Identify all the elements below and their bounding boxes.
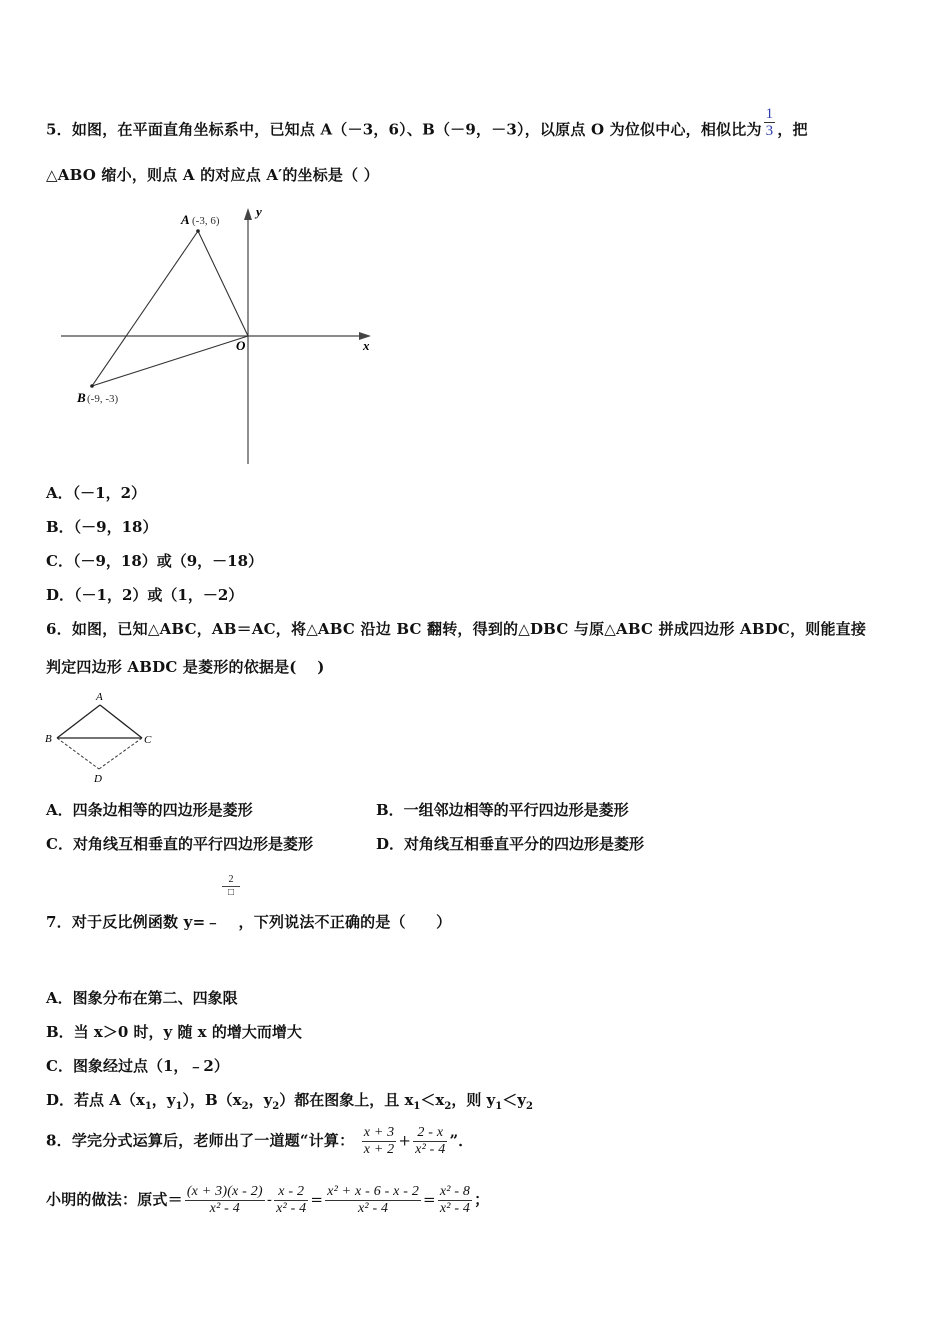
q5-stem-line2: △ABO 缩小，则点 A 的对应点 A′的坐标是（ ） (46, 166, 379, 184)
label-d: D (94, 773, 102, 785)
q8-w2-denominator: x² - 4 (276, 1201, 307, 1216)
q8-plus: + (398, 1131, 412, 1150)
segment-bo (92, 336, 248, 386)
q5-stem-line1 (46, 106, 808, 147)
q8-w3-denominator: x² - 4 (357, 1201, 389, 1216)
segment-cd (99, 738, 142, 769)
q8-work-fraction-4 (438, 1184, 472, 1217)
q8-work-fraction-3 (325, 1184, 421, 1217)
q7-option-c: C．图象经过点（1，﹣2） (46, 1057, 229, 1075)
q8-f1-numerator: x + 3 (363, 1125, 395, 1140)
q8-work-fraction-1 (185, 1184, 265, 1217)
q5-option-d: D．（－1，2）或（1，－2） (46, 586, 244, 604)
label-a: A (96, 691, 103, 703)
q8-w1-denominator: x² - 4 (209, 1201, 240, 1216)
q8-equals: = (310, 1190, 324, 1209)
q8-fraction-2 (413, 1125, 447, 1158)
q7-stem-post: ，下列说法不正确的是（ ） (238, 913, 452, 931)
q8-w2-numerator: x - 2 (274, 1184, 308, 1201)
point-a (196, 229, 200, 233)
q8-f2-numerator: 2 - x (413, 1125, 447, 1142)
q7-d-text: ，y (151, 1091, 176, 1109)
label-b: B (45, 733, 52, 745)
q8-f2-denominator: x² - 4 (415, 1142, 446, 1157)
label-o: O (236, 338, 246, 353)
q8-w4-numerator: x² - 8 (439, 1184, 471, 1199)
q7-d-text: D．若点 A（x (46, 1091, 145, 1109)
segment-bd (57, 738, 99, 769)
q8-minus: - (266, 1190, 273, 1209)
q8-fraction-1 (362, 1125, 397, 1158)
q7-stem (46, 911, 451, 932)
q8-stem-pre: 8．学完分式运算后，老师出了一道题“计算： (46, 1131, 355, 1150)
q5-option-b: B．（－9，18） (46, 518, 158, 536)
segment-ab (92, 231, 198, 386)
segment-ab (57, 705, 100, 738)
q7-stem-pre: 7．对于反比例函数 y=﹣ (46, 913, 221, 931)
q8-work-fraction-2 (274, 1184, 308, 1217)
q7-d-text: ，y (248, 1091, 273, 1109)
y-axis-arrow-icon (244, 208, 252, 220)
q7-d-sub: 1 (495, 1101, 503, 1112)
q6-rhombus-figure (40, 688, 170, 788)
q8-w4-denominator: x² - 4 (439, 1201, 471, 1216)
q7-fraction (222, 874, 240, 899)
point-b (90, 384, 94, 388)
q7-d-sub: 1 (413, 1101, 421, 1112)
q7-d-text: ＜y (502, 1091, 526, 1109)
q5-option-c: C．（－9，18）或（9，－18） (46, 552, 264, 570)
q7-d-sub: 2 (241, 1101, 249, 1112)
segment-ao (198, 231, 248, 336)
q8-stem (46, 1125, 473, 1158)
q8-work (46, 1184, 489, 1217)
q8-equals: = (423, 1190, 436, 1209)
q6-option-b: B．一组邻边相等的平行四边形是菱形 (376, 801, 629, 819)
q7-d-text: ）都在图象上，且 x (279, 1091, 414, 1109)
q7-option-d (46, 1089, 533, 1112)
label-a-coord: (-3, 6) (192, 215, 220, 227)
q7-d-text: ，则 y (451, 1091, 496, 1109)
q8-work-label: 小明的做法：原式＝ (46, 1190, 183, 1209)
q7-d-sub: 1 (144, 1101, 152, 1112)
label-b-coord: (-9, -3) (87, 393, 119, 405)
q6-stem-line1: 6．如图，已知△ABC，AB＝AC，将△ABC 沿边 BC 翻转，得到的△DBC 与原△ABC 拼成四边形 ABDC，则能直接 (46, 620, 867, 638)
label-y: y (256, 204, 262, 219)
q6-option-d: D．对角线互相垂直平分的四边形是菱形 (376, 835, 645, 853)
label-b: B (77, 390, 86, 405)
label-x: x (363, 338, 370, 353)
q5-ratio-denominator: 3 (765, 123, 774, 139)
q8-w3-numerator: x² + x - 6 - x - 2 (327, 1184, 420, 1199)
q8-work-end: ； (474, 1190, 490, 1209)
q5-coordinate-figure (55, 200, 385, 470)
q5-stem-end: ，把 (777, 120, 808, 139)
q8-w1-numerator: (x + 3)(x - 2) (186, 1184, 263, 1199)
q5-ratio-fraction (764, 106, 776, 139)
q8-f1-denominator: x + 2 (363, 1142, 395, 1157)
q7-d-sub: 2 (444, 1101, 452, 1112)
q6-option-a: A．四条边相等的四边形是菱形 (46, 801, 253, 819)
q5-stem-text: 5．如图，在平面直角坐标系中，已知点 A（－3，6）、B（－9，－3），以原点 O 为位似中心，相似比为 (46, 120, 762, 139)
q7-option-b: B．当 x＞0 时，y 随 x 的增大而增大 (46, 1023, 302, 1041)
label-a: A (181, 212, 190, 227)
q6-option-c: C．对角线互相垂直的平行四边形是菱形 (46, 835, 313, 853)
q7-option-a: A．图象分布在第二、四象限 (46, 989, 238, 1007)
q7-d-sub: 1 (175, 1101, 183, 1112)
q7-d-text: ＜x (420, 1091, 445, 1109)
q7-d-text: ），B（x (182, 1091, 242, 1109)
q6-stem-line2: 判定四边形 ABDC 是菱形的依据是( ) (46, 658, 325, 676)
q5-ratio-numerator: 1 (765, 106, 774, 122)
q5-option-a: A．（－1，2） (46, 484, 147, 502)
segment-ac (100, 705, 142, 738)
label-c: C (144, 734, 152, 746)
q7-d-sub: 2 (525, 1101, 533, 1112)
q7-d-sub: 2 (272, 1101, 280, 1112)
q7-fraction-numerator: 2 (222, 874, 240, 887)
q7-fraction-denominator: □ (227, 887, 235, 898)
q8-stem-post: ”． (449, 1131, 474, 1150)
